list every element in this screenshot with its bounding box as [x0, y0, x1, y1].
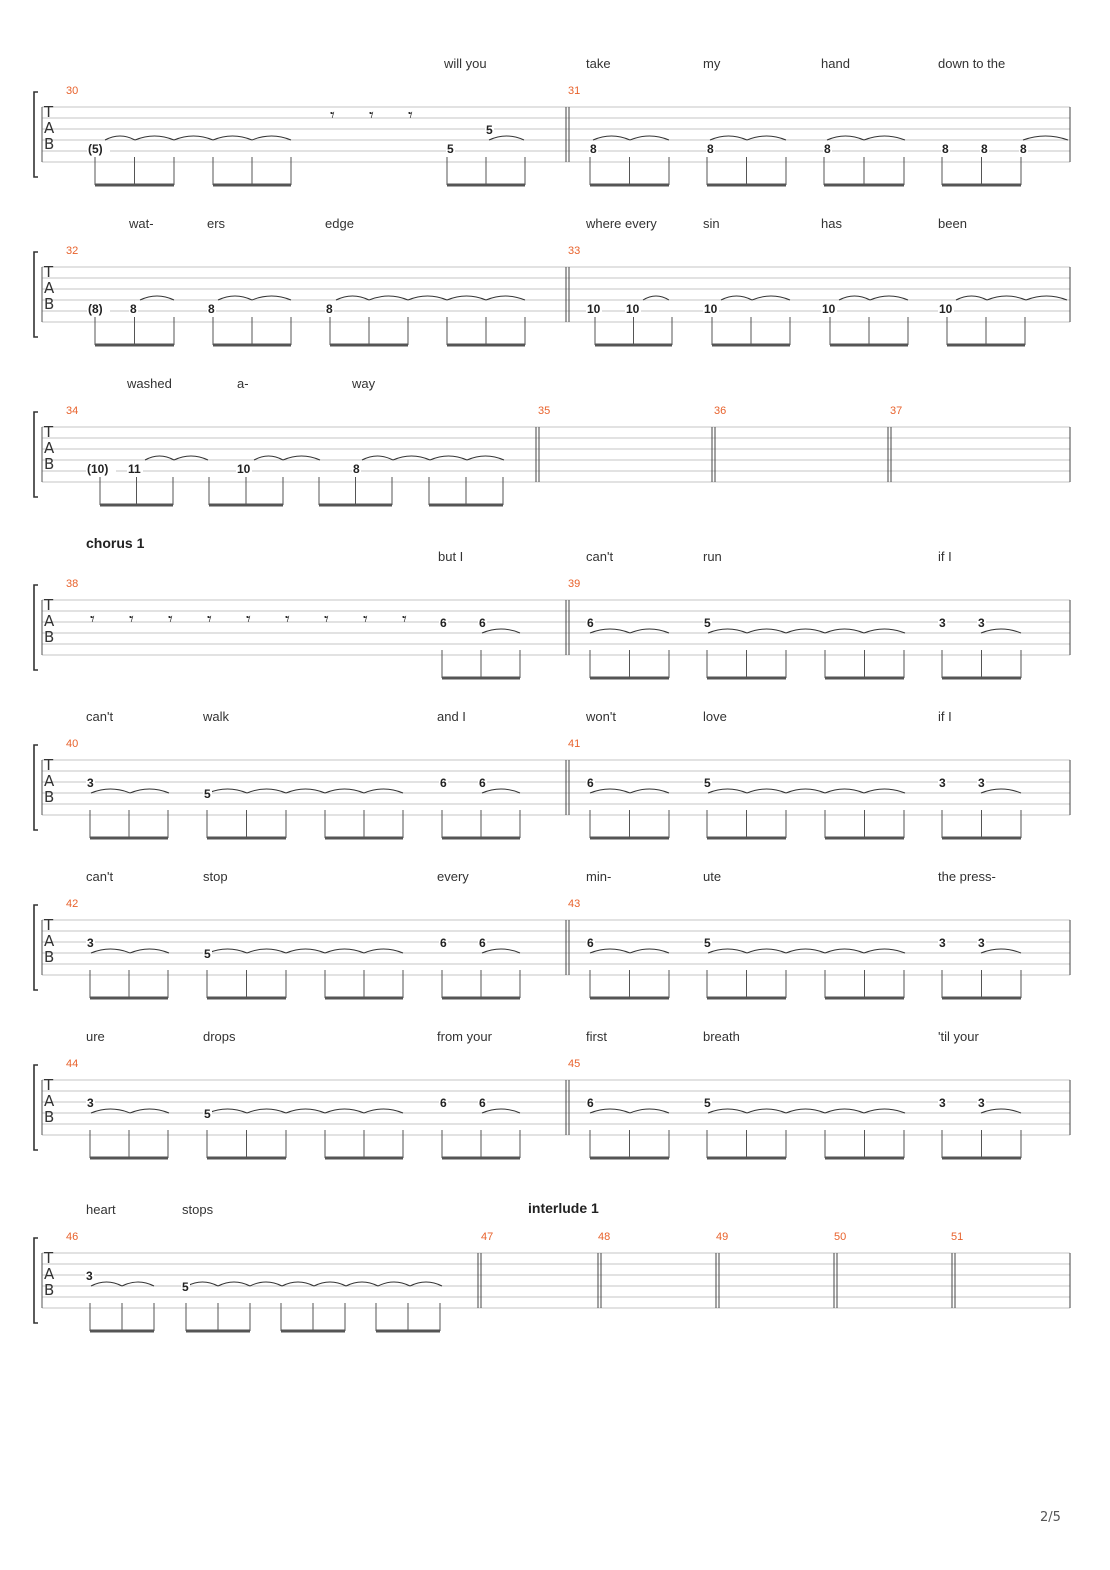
lyric-syllable: been — [938, 216, 967, 231]
fret-number: 10 — [587, 302, 601, 316]
tab-system-6 — [34, 869, 1070, 998]
tab-clef-letter: T — [44, 916, 54, 934]
tie-arc — [91, 1282, 122, 1286]
lyric-syllable: min- — [586, 869, 612, 884]
fret-number: 10 — [939, 302, 953, 316]
tie-arc — [91, 949, 130, 953]
tie-arc — [630, 949, 669, 953]
tab-clef-letter: A — [44, 438, 55, 457]
fret-number: 10 — [237, 462, 251, 476]
fret-number: 3 — [978, 616, 985, 630]
tab-system-4 — [34, 535, 1070, 678]
tie-arc — [408, 296, 447, 300]
tie-arc — [91, 1109, 130, 1113]
lyric-syllable: ure — [86, 1029, 105, 1044]
fret-number: 5 — [704, 1096, 711, 1110]
tie-arc — [752, 296, 790, 300]
lyric-syllable: can't — [86, 709, 114, 724]
tie-arc — [378, 1282, 410, 1286]
tie-arc — [747, 629, 786, 633]
tie-arc — [105, 136, 135, 140]
staff-bracket — [34, 585, 38, 670]
tie-arc — [252, 296, 291, 300]
lyric-syllable: run — [703, 549, 722, 564]
lyric-syllable: and I — [437, 709, 466, 724]
lyric-syllable: has — [821, 216, 842, 231]
measure-number: 47 — [481, 1231, 494, 1243]
tab-clef-letter: T — [44, 263, 54, 281]
measure-number: 50 — [834, 1231, 847, 1243]
tie-arc — [590, 629, 630, 633]
tie-arc — [981, 1109, 1021, 1113]
lyric-syllable: first — [586, 1029, 607, 1044]
eighth-rest: 𝄾 — [402, 609, 407, 630]
tie-arc — [208, 789, 247, 793]
fret-number: 8 — [824, 142, 831, 156]
tie-arc — [218, 1282, 250, 1286]
fret-number: 5 — [204, 1107, 211, 1121]
tab-clef-letter: T — [44, 756, 54, 774]
tie-arc — [362, 456, 393, 460]
measure-number: 42 — [66, 898, 79, 910]
tab-clef-letter: T — [44, 423, 54, 441]
tie-arc — [325, 1109, 364, 1113]
tie-arc — [839, 296, 870, 300]
eighth-rest: 𝄾 — [369, 105, 374, 126]
fret-number: 8 — [1020, 142, 1027, 156]
tie-arc — [314, 1282, 346, 1286]
lyric-syllable: 'til your — [938, 1029, 979, 1044]
tie-arc — [208, 1109, 247, 1113]
fret-number: 8 — [208, 302, 215, 316]
fret-number: (5) — [88, 142, 103, 156]
eighth-rest: 𝄾 — [246, 609, 251, 630]
tab-system-7 — [34, 1029, 1070, 1158]
tie-arc — [630, 136, 669, 140]
lyric-syllable: but I — [438, 549, 464, 564]
lyric-syllable: where every — [586, 216, 657, 231]
tie-arc — [786, 789, 825, 793]
tie-arc — [325, 789, 364, 793]
tie-arc — [1023, 136, 1068, 140]
tie-arc — [708, 789, 747, 793]
tie-arc — [364, 949, 403, 953]
fret-number: 5 — [486, 123, 493, 137]
tab-clef-letter: T — [44, 1249, 54, 1267]
fret-number: 6 — [479, 936, 486, 950]
fret-number: 8 — [353, 462, 360, 476]
tie-arc — [482, 629, 520, 633]
fret-number: 8 — [130, 302, 137, 316]
tie-arc — [987, 296, 1026, 300]
lyric-syllable: a- — [237, 376, 249, 391]
fret-number: 5 — [204, 787, 211, 801]
tie-arc — [489, 136, 524, 140]
tab-clef-letter: A — [44, 118, 55, 137]
tab-clef-letter: B — [44, 294, 55, 313]
tie-arc — [956, 296, 987, 300]
tie-arc — [482, 949, 520, 953]
tie-arc — [430, 456, 467, 460]
staff-bracket — [34, 745, 38, 830]
fret-number: 3 — [939, 616, 946, 630]
tie-arc — [981, 789, 1021, 793]
fret-number: 8 — [707, 142, 714, 156]
measure-number: 45 — [568, 1058, 581, 1070]
tie-arc — [282, 1282, 314, 1286]
fret-number: 6 — [587, 776, 594, 790]
staff-bracket — [34, 905, 38, 990]
tie-arc — [286, 789, 325, 793]
tie-arc — [630, 789, 669, 793]
tie-arc — [486, 296, 525, 300]
lyric-syllable: washed — [127, 376, 172, 391]
tie-arc — [708, 1109, 747, 1113]
tie-arc — [864, 629, 905, 633]
tab-clef-letter: B — [44, 947, 55, 966]
tie-arc — [864, 949, 905, 953]
fret-number: 6 — [587, 936, 594, 950]
eighth-rest: 𝄾 — [363, 609, 368, 630]
lyric-syllable: love — [703, 709, 727, 724]
eighth-rest: 𝄾 — [207, 609, 212, 630]
tie-arc — [482, 789, 520, 793]
tie-arc — [825, 949, 864, 953]
tie-arc — [410, 1282, 442, 1286]
fret-number: 6 — [587, 616, 594, 630]
tab-clef-letter: T — [44, 1076, 54, 1094]
lyric-syllable: the press- — [938, 869, 996, 884]
measure-number: 48 — [598, 1231, 611, 1243]
tab-clef-letter: B — [44, 787, 55, 806]
fret-number: 6 — [479, 776, 486, 790]
fret-number: 3 — [978, 776, 985, 790]
lyric-syllable: way — [352, 376, 376, 391]
tie-arc — [369, 296, 408, 300]
tie-arc — [213, 136, 252, 140]
measure-number: 46 — [66, 1231, 79, 1243]
fret-number: 8 — [942, 142, 949, 156]
tie-arc — [870, 296, 908, 300]
tie-arc — [130, 949, 169, 953]
tie-arc — [91, 789, 130, 793]
lyric-syllable: heart — [86, 1202, 116, 1217]
fret-number: 10 — [626, 302, 640, 316]
lyric-syllable: walk — [203, 709, 230, 724]
staff-bracket — [34, 412, 38, 497]
tie-arc — [747, 136, 786, 140]
staff-bracket — [34, 252, 38, 337]
measure-number: 37 — [890, 405, 903, 417]
tie-arc — [747, 949, 786, 953]
fret-number: 3 — [939, 776, 946, 790]
tab-clef-letter: B — [44, 454, 55, 473]
tie-arc — [864, 1109, 905, 1113]
tie-arc — [187, 1282, 218, 1286]
staff-bracket — [34, 92, 38, 177]
lyric-syllable: hand — [821, 56, 850, 71]
lyric-syllable: down to the — [938, 56, 1006, 71]
fret-number: 5 — [447, 142, 454, 156]
lyric-syllable: if I — [938, 549, 952, 564]
fret-number: 10 — [704, 302, 718, 316]
fret-number: 6 — [479, 616, 486, 630]
fret-number: 11 — [128, 462, 141, 476]
fret-number: 3 — [978, 1096, 985, 1110]
tie-arc — [864, 136, 905, 140]
tie-arc — [325, 949, 364, 953]
measure-number: 30 — [66, 85, 79, 97]
lyric-syllable: every — [437, 869, 469, 884]
tie-arc — [630, 629, 669, 633]
tie-arc — [630, 1109, 669, 1113]
fret-number: 8 — [981, 142, 988, 156]
fret-number: 5 — [182, 1280, 189, 1294]
lyric-syllable: can't — [586, 549, 614, 564]
lyric-syllable: my — [703, 56, 721, 71]
measure-number: 43 — [568, 898, 581, 910]
tab-clef-letter: A — [44, 611, 55, 630]
fret-number: 3 — [978, 936, 985, 950]
tab-clef-letter: A — [44, 931, 55, 950]
tab-clef-letter: B — [44, 134, 55, 153]
tie-arc — [174, 456, 208, 460]
tie-arc — [593, 136, 630, 140]
tie-arc — [708, 629, 747, 633]
fret-number: 3 — [87, 776, 94, 790]
fret-number: 5 — [204, 947, 211, 961]
fret-number: 5 — [704, 776, 711, 790]
lyric-syllable: ers — [207, 216, 226, 231]
tie-arc — [130, 1109, 169, 1113]
eighth-rest: 𝄾 — [168, 609, 173, 630]
tie-arc — [247, 949, 286, 953]
tie-arc — [786, 1109, 825, 1113]
fret-number: 8 — [326, 302, 333, 316]
fret-number: 8 — [590, 142, 597, 156]
tie-arc — [590, 949, 630, 953]
tie-arc — [174, 136, 213, 140]
tie-arc — [283, 456, 320, 460]
tie-arc — [710, 136, 747, 140]
tab-clef-letter: A — [44, 1091, 55, 1110]
tie-arc — [721, 296, 752, 300]
tie-arc — [122, 1282, 154, 1286]
tie-arc — [827, 136, 864, 140]
measure-number: 34 — [66, 405, 79, 417]
eighth-rest: 𝄾 — [408, 105, 413, 126]
section-label: interlude 1 — [528, 1200, 599, 1216]
fret-number: 6 — [440, 1096, 447, 1110]
tab-clef-letter: A — [44, 1264, 55, 1283]
fret-number: 6 — [479, 1096, 486, 1110]
measure-number: 49 — [716, 1231, 729, 1243]
measure-number: 41 — [568, 738, 581, 750]
eighth-rest: 𝄾 — [90, 609, 95, 630]
tie-arc — [482, 1109, 520, 1113]
lyric-syllable: can't — [86, 869, 114, 884]
lyric-syllable: stop — [203, 869, 228, 884]
tie-arc — [218, 296, 252, 300]
tie-arc — [364, 789, 403, 793]
fret-number: 3 — [86, 1269, 93, 1283]
tie-arc — [208, 949, 247, 953]
tab-clef-letter: T — [44, 103, 54, 121]
eighth-rest: 𝄾 — [129, 609, 134, 630]
fret-number: (10) — [87, 462, 109, 476]
lyric-syllable: if I — [938, 709, 952, 724]
tie-arc — [252, 136, 291, 140]
tie-arc — [286, 949, 325, 953]
tie-arc — [590, 789, 630, 793]
measure-number: 33 — [568, 245, 581, 257]
tie-arc — [825, 789, 864, 793]
tie-arc — [145, 456, 174, 460]
measure-number: 36 — [714, 405, 727, 417]
lyric-syllable: ute — [703, 869, 722, 884]
lyric-syllable: wat- — [129, 216, 154, 231]
staff-bracket — [34, 1065, 38, 1150]
lyric-syllable: drops — [203, 1029, 236, 1044]
fret-number: 5 — [704, 616, 711, 630]
fret-number: 3 — [939, 936, 946, 950]
tie-arc — [135, 136, 174, 140]
tie-arc — [346, 1282, 378, 1286]
tab-clef-letter: B — [44, 1107, 55, 1126]
fret-number: 3 — [87, 1096, 94, 1110]
lyric-syllable: won't — [586, 709, 616, 724]
measure-number: 40 — [66, 738, 79, 750]
tie-arc — [786, 949, 825, 953]
tie-arc — [130, 789, 169, 793]
tie-arc — [447, 296, 486, 300]
lyric-syllable: take — [586, 56, 611, 71]
measure-number: 35 — [538, 405, 551, 417]
tie-arc — [825, 1109, 864, 1113]
tab-system-3 — [34, 376, 1070, 505]
tie-arc — [247, 1109, 286, 1113]
tie-arc — [254, 456, 283, 460]
tie-arc — [825, 629, 864, 633]
tie-arc — [140, 296, 174, 300]
fret-number: 6 — [440, 616, 447, 630]
fret-number: 6 — [587, 1096, 594, 1110]
tie-arc — [708, 949, 747, 953]
tie-arc — [286, 1109, 325, 1113]
tab-clef-letter: A — [44, 771, 55, 790]
page-number: 2/5 — [1040, 1510, 1061, 1525]
tab-clef-letter: A — [44, 278, 55, 297]
eighth-rest: 𝄾 — [330, 105, 335, 126]
tie-arc — [590, 1109, 630, 1113]
tie-arc — [250, 1282, 282, 1286]
tie-arc — [336, 296, 369, 300]
fret-number: 10 — [822, 302, 836, 316]
measure-number: 39 — [568, 578, 581, 590]
measure-number: 44 — [66, 1058, 79, 1070]
measure-number: 32 — [66, 245, 79, 257]
tie-arc — [247, 789, 286, 793]
lyric-syllable: sin — [703, 216, 720, 231]
eighth-rest: 𝄾 — [324, 609, 329, 630]
tab-clef-letter: T — [44, 596, 54, 614]
measure-number: 38 — [66, 578, 79, 590]
tie-arc — [364, 1109, 403, 1113]
lyric-syllable: breath — [703, 1029, 740, 1044]
measure-number: 31 — [568, 85, 581, 97]
measure-number: 51 — [951, 1231, 964, 1243]
staff-bracket — [34, 1238, 38, 1323]
lyric-syllable: stops — [182, 1202, 214, 1217]
tab-clef-letter: B — [44, 627, 55, 646]
tie-arc — [393, 456, 430, 460]
eighth-rest: 𝄾 — [285, 609, 290, 630]
tie-arc — [747, 1109, 786, 1113]
fret-number: 5 — [704, 936, 711, 950]
tie-arc — [747, 789, 786, 793]
section-label: chorus 1 — [86, 535, 145, 551]
fret-number: (8) — [88, 302, 103, 316]
tie-arc — [786, 629, 825, 633]
tab-system-8 — [34, 1200, 1070, 1331]
lyric-syllable: will you — [444, 56, 487, 71]
tie-arc — [467, 456, 504, 460]
tie-arc — [643, 296, 669, 300]
tie-arc — [864, 789, 905, 793]
tab-system-5 — [34, 709, 1070, 838]
tie-arc — [981, 629, 1021, 633]
lyric-syllable: from your — [437, 1029, 492, 1044]
tab-system-1 — [34, 56, 1070, 185]
tab-system-2 — [34, 216, 1070, 345]
fret-number: 3 — [87, 936, 94, 950]
lyric-syllable: edge — [325, 216, 354, 231]
fret-number: 3 — [939, 1096, 946, 1110]
fret-number: 6 — [440, 776, 447, 790]
tie-arc — [1026, 296, 1067, 300]
tie-arc — [981, 949, 1021, 953]
fret-number: 6 — [440, 936, 447, 950]
tab-clef-letter: B — [44, 1280, 55, 1299]
